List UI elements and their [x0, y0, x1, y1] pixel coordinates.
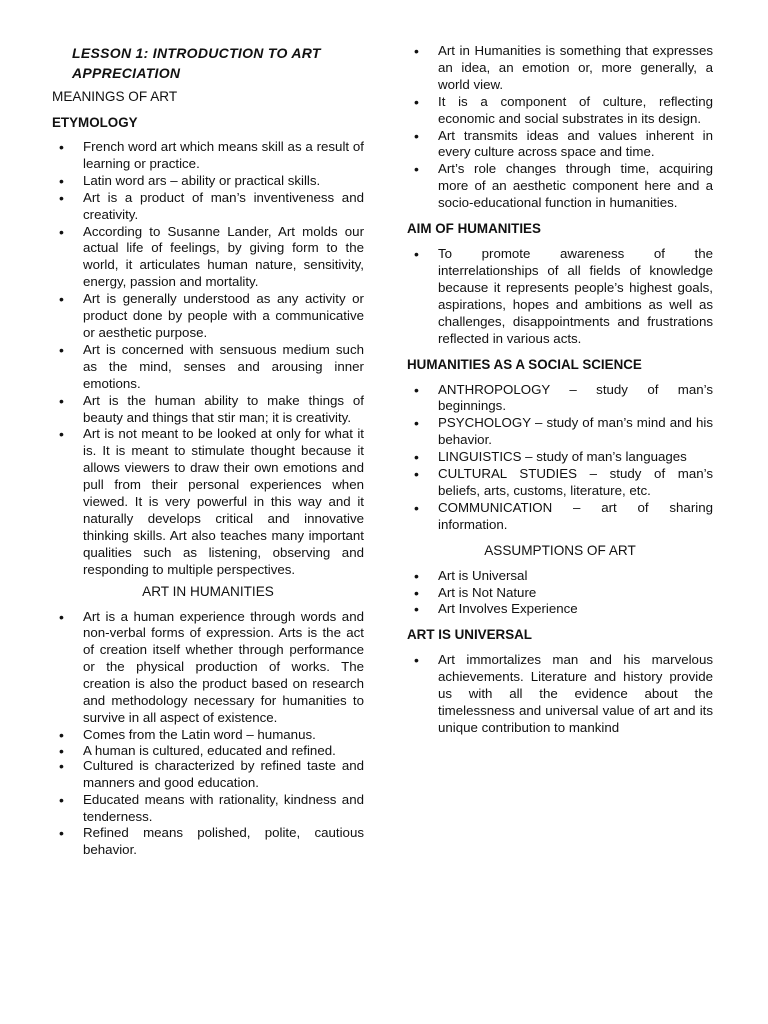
- right-column: [407, 0, 713, 737]
- art-is-universal-heading: ART IS UNIVERSAL: [407, 627, 532, 643]
- list-item: • ANTHROPOLOGY – study of man’s beginnings.: [407, 382, 713, 416]
- art-in-humanities-list: [52, 609, 364, 860]
- list-item: • A human is cultured, educated and refined.: [52, 744, 364, 758]
- list-item: • Educated means with rationality, kindness and tenderness.: [52, 792, 364, 826]
- list-item: • French word art which means skill as a result of learning or practice.: [52, 139, 364, 173]
- list-item: • Latin word ars – ability or practical skills.: [52, 173, 364, 190]
- list-item: • Cultured is characterized by refined taste and manners and good education.: [52, 758, 364, 792]
- art-is-universal-list: [407, 652, 713, 737]
- list-item: • PSYCHOLOGY – study of man’s mind and his behavior.: [407, 415, 713, 449]
- aim-of-humanities-heading: AIM OF HUMANITIES: [407, 221, 541, 237]
- list-item: • Art immortalizes man and his marvelous achievements. Literature and history provide us with all the evidence about the timelessness and universal value of art and its unique contribution to mankind: [407, 652, 713, 737]
- list-item: • Art is generally understood as any activity or product done by people with a communicative or aesthetic purpose.: [52, 291, 364, 342]
- list-item: • Art in Humanities is something that expresses an idea, an emotion or, more generally, a world view.: [407, 43, 713, 94]
- list-item: • LINGUISTICS – study of man’s languages: [407, 449, 713, 466]
- aim-of-humanities-list: [407, 246, 713, 347]
- list-item: • It is a component of culture, reflecting economic and social substrates in its design.: [407, 94, 713, 128]
- list-item: • Refined means polished, polite, cautious behavior.: [52, 825, 364, 859]
- list-item: • To promote awareness of the interrelationships of all fields of knowledge because it represents people’s highest goals, aspirations, hopes and ambitions as well as challenges, disappointments and frustrations reflected in various acts.: [407, 246, 713, 347]
- humanities-social-science-heading: HUMANITIES AS A SOCIAL SCIENCE: [407, 356, 642, 372]
- humanities-social-science-list: [407, 382, 713, 534]
- list-item: • Art transmits ideas and values inherent in every culture across space and time.: [407, 128, 713, 162]
- list-item: • Art Involves Experience: [407, 601, 713, 618]
- list-item: • Comes from the Latin word – humanus.: [52, 727, 364, 744]
- list-item: • CULTURAL STUDIES – study of man’s beliefs, arts, customs, literature, etc.: [407, 466, 713, 500]
- art-in-humanities-heading: ART IN HUMANITIES: [142, 583, 274, 599]
- list-item: • Art is a human experience through words and non-verbal forms of expression. Arts is the act of creation itself whether through performance or the physical production of works. The creation is also the product based on research and methodology necessary for humanities to survive in all aspect of existence.: [52, 609, 364, 727]
- lesson-title: LESSON 1: INTRODUCTION TO ART APPRECIATION: [72, 45, 321, 81]
- list-item: • Art is not meant to be looked at only for what it is. It is meant to stimulate thought because it allows viewers to draw their own emotions and pull from their personal experiences when viewed. It is very powerful in this way and it naturally develops critical and innovative thinking skills. Art also teaches many important qualities such as listening, observing and responding to multiple perspectives.: [52, 426, 364, 578]
- etymology-heading: ETYMOLOGY: [52, 115, 138, 130]
- list-item: • Art is Universal: [407, 568, 713, 585]
- left-column: [52, 0, 364, 859]
- list-item: • Art is a product of man’s inventiveness and creativity.: [52, 190, 364, 224]
- list-item: • According to Susanne Lander, Art molds our actual life of feelings, by giving form to the world, it articulates human nature, sensitivity, energy, passion and mortality.: [52, 224, 364, 292]
- list-item: • COMMUNICATION – art of sharing information.: [407, 500, 713, 534]
- etymology-list: [52, 139, 364, 579]
- art-in-humanities-continued-list: [407, 43, 713, 212]
- list-item: • Art’s role changes through time, acquiring more of an aesthetic component here and a socio-educational function in humanities.: [407, 161, 713, 212]
- assumptions-list: [407, 568, 713, 619]
- assumptions-heading: ASSUMPTIONS OF ART: [484, 542, 636, 558]
- meanings-heading: MEANINGS OF ART: [52, 89, 178, 104]
- list-item: • Art is Not Nature: [407, 585, 713, 602]
- list-item: • Art is the human ability to make things of beauty and things that stir man; it is creativity.: [52, 393, 364, 427]
- list-item: • Art is concerned with sensuous medium such as the mind, senses and arousing inner emotions.: [52, 342, 364, 393]
